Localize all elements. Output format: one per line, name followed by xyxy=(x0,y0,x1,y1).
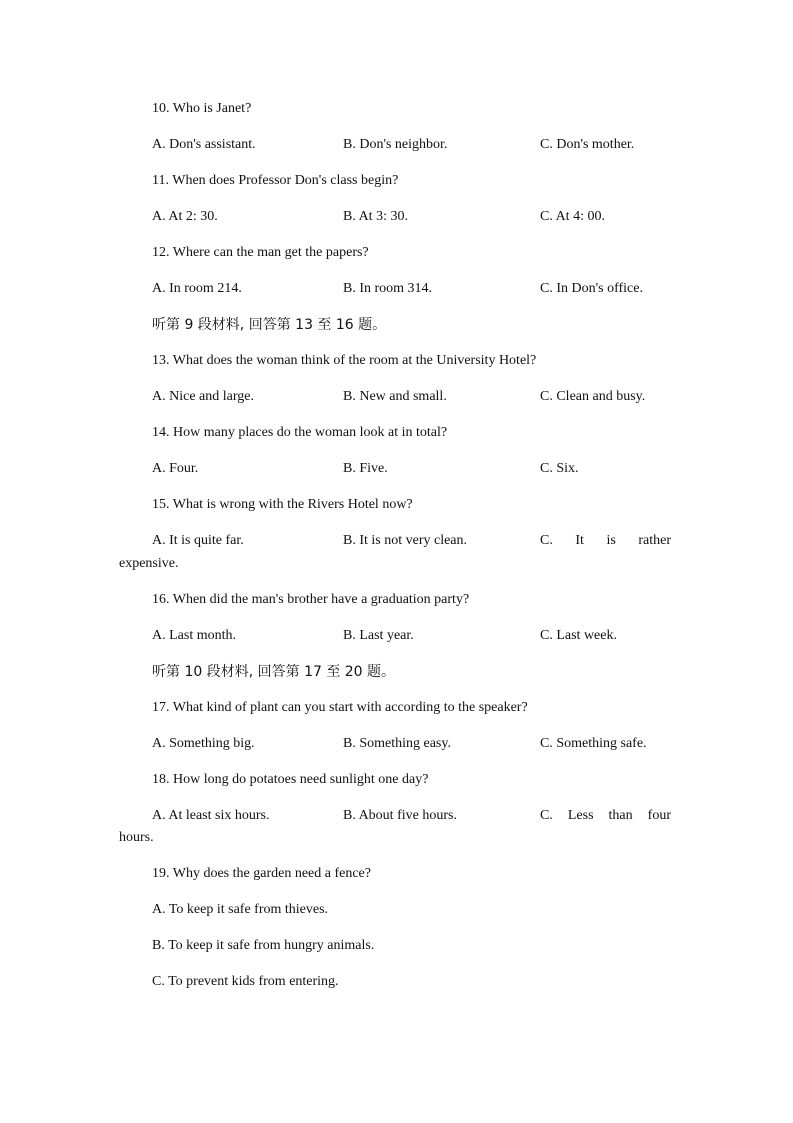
question-10-option-b: B. Don's neighbor. xyxy=(343,137,448,152)
option-c-word: than xyxy=(608,808,633,823)
option-c-word: Less xyxy=(567,808,594,823)
question-15-option-b: B. It is not very clean. xyxy=(343,533,468,548)
question-16-stem: 16. When did the man's brother have a graduation party? xyxy=(152,592,470,607)
option-c-word: four xyxy=(647,808,671,823)
question-15-stem: 15. What is wrong with the Rivers Hotel now? xyxy=(152,497,413,512)
option-c-word: C. xyxy=(540,533,553,548)
question-18-option-a: A. At least six hours. xyxy=(152,808,270,823)
option-c-word: is xyxy=(606,533,616,548)
option-c-word: rather xyxy=(638,533,671,548)
question-10-stem: 10. Who is Janet? xyxy=(152,101,252,116)
question-15-option-c-continued: expensive. xyxy=(119,556,179,571)
question-12-option-a: A. In room 214. xyxy=(152,281,242,296)
question-18-option-c xyxy=(540,807,671,825)
question-13-stem: 13. What does the woman think of the room at the University Hotel? xyxy=(152,353,537,368)
question-11-option-a: A. At 2: 30. xyxy=(152,209,218,224)
question-17-option-a: A. Something big. xyxy=(152,736,255,751)
question-19-option-c: C. To prevent kids from entering. xyxy=(152,974,339,989)
question-19-stem: 19. Why does the garden need a fence? xyxy=(152,866,371,881)
question-19-option-b: B. To keep it safe from hungry animals. xyxy=(152,938,375,953)
question-18-stem: 18. How long do potatoes need sunlight one day? xyxy=(152,772,429,787)
question-17-option-b: B. Something easy. xyxy=(343,736,451,751)
question-11-stem: 11. When does Professor Don's class begin? xyxy=(152,173,399,188)
question-18-option-c-continued: hours. xyxy=(119,830,154,845)
question-17-stem: 17. What kind of plant can you start with according to the speaker? xyxy=(152,700,528,715)
section-10-instruction: 听第 10 段材料, 回答第 17 至 20 题。 xyxy=(152,664,396,680)
question-18-option-b: B. About five hours. xyxy=(343,808,457,823)
question-15-option-a: A. It is quite far. xyxy=(152,533,244,548)
question-13-option-a: A. Nice and large. xyxy=(152,389,254,404)
question-16-option-a: A. Last month. xyxy=(152,628,236,643)
option-c-word: C. xyxy=(540,808,553,823)
question-12-option-c: C. In Don's office. xyxy=(540,281,643,296)
question-14-option-b: B. Five. xyxy=(343,461,388,476)
section-9-instruction: 听第 9 段材料, 回答第 13 至 16 题。 xyxy=(152,317,387,333)
question-13-option-c: C. Clean and busy. xyxy=(540,389,646,404)
question-10-option-c: C. Don's mother. xyxy=(540,137,635,152)
question-15-option-c xyxy=(540,532,671,550)
option-c-word: It xyxy=(575,533,584,548)
question-19-option-a: A. To keep it safe from thieves. xyxy=(152,902,329,917)
question-16-option-c: C. Last week. xyxy=(540,628,617,643)
question-11-option-b: B. At 3: 30. xyxy=(343,209,408,224)
question-13-option-b: B. New and small. xyxy=(343,389,447,404)
question-14-option-a: A. Four. xyxy=(152,461,199,476)
question-14-option-c: C. Six. xyxy=(540,461,579,476)
question-12-option-b: B. In room 314. xyxy=(343,281,433,296)
question-12-stem: 12. Where can the man get the papers? xyxy=(152,245,369,260)
question-16-option-b: B. Last year. xyxy=(343,628,414,643)
question-14-stem: 14. How many places do the woman look at in total? xyxy=(152,425,448,440)
question-10-option-a: A. Don's assistant. xyxy=(152,137,256,152)
question-17-option-c: C. Something safe. xyxy=(540,736,647,751)
question-11-option-c: C. At 4: 00. xyxy=(540,209,605,224)
